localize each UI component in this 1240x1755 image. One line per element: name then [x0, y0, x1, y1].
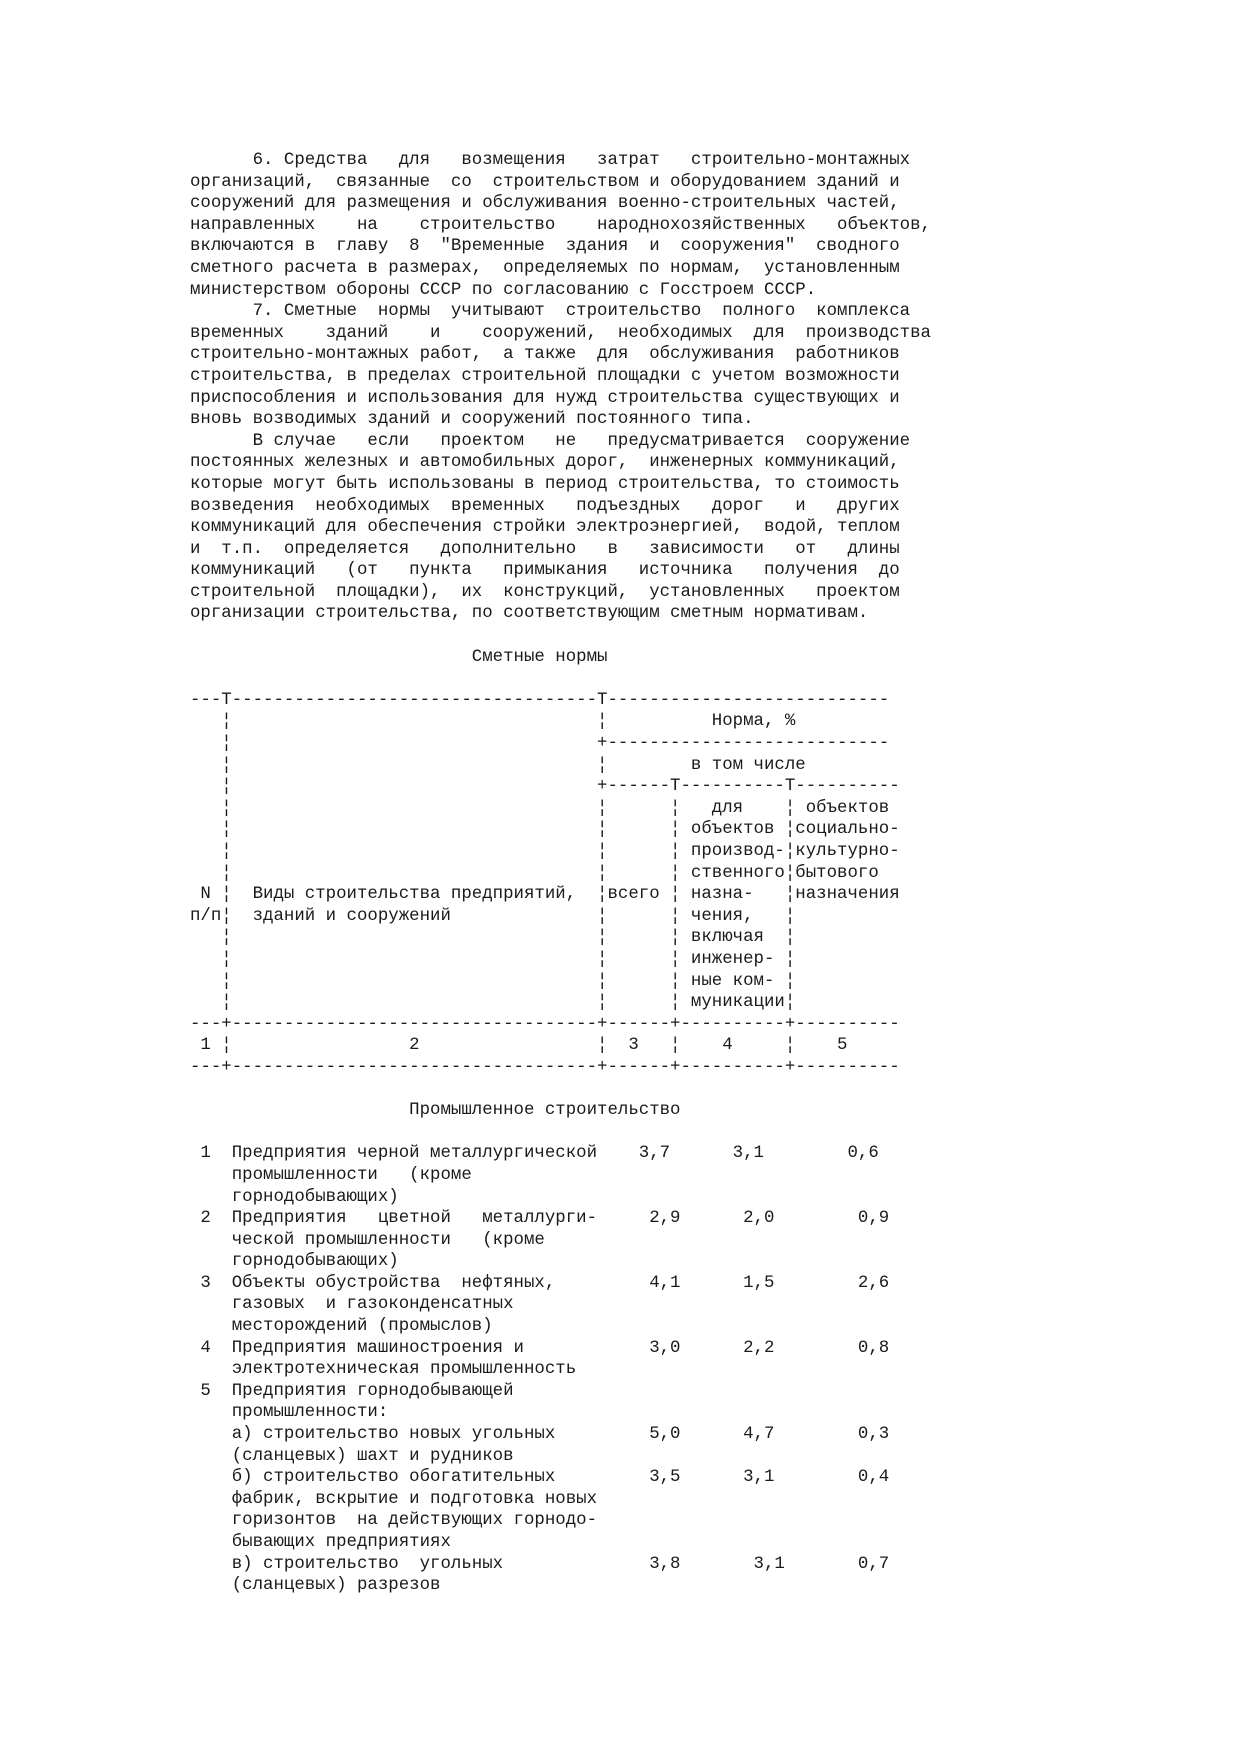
section-title: Промышленное строительство [190, 1101, 681, 1121]
paragraph-7: 7. Сметные нормы учитывают строительство полного комплекса временных зданий и сооружений, необходимых для производства строительно-монтажных работ, а также для обслуживания работников строительства, в пределах строительной площадки с учетом возможности приспособления и использования для нужд строительства существующих и вновь возводимых зданий и сооружений постоянного типа. [190, 302, 931, 430]
table-header: ---T-----------------------------------T--------------------------- ¦ ¦ Норма, % ¦ +--------------------------- ¦ ¦ в том числе ¦ +------T----------T---------- ¦ ¦ ¦ для ¦ объектов ¦ ¦ ¦ объектов ¦социально- ¦ ¦ ¦ производ-¦культурно- ¦ ¦ ¦ ственного¦бытового N ¦ Виды строительства предприятий, ¦всего ¦ назна- ¦назначения п/п¦ зданий и сооружений ¦ ¦ чения, ¦ ¦ ¦ ¦ включая ¦ ¦ ¦ ¦ инженер- ¦ ¦ ¦ ¦ ные ком- ¦ ¦ ¦ ¦ муникации¦ ---+-----------------------------------+------+----------+---------- 1 ¦ 2 ¦ 3 ¦ 4 ¦ 5 ---+-----------------------------------+------+----------+---------- [190, 690, 900, 1077]
paragraph-8: В случае если проектом не предусматривается сооружение постоянных железных и автомобильных дорог, инженерных коммуникаций, которые могут быть использованы в период строительства, то стоимость возведения необходимых временных подъездных дорог и других коммуникаций для обеспечения стройки электроэнергией, водой, теплом и т.п. определяется дополнительно в зависимости от длины коммуникаций (от пункта примыкания источника получения до строительной площадки), их конструкций, установленных проектом организации строительства, по соответствующим сметным нормативам. [190, 431, 911, 624]
document-page [190, 150, 990, 1597]
table-title: Сметные нормы [190, 647, 608, 667]
table-rows: 1 Предприятия черной металлургической 3,7 3,1 0,6 промышленности (кроме горнодобывающих) 2 Предприятия цветной металлурги- 2,9 2,0 0,9 ческой промышленности (кроме горнодобывающих) 3 Объекты обустройства нефтяных, 4,1 1,5 2,6 газовых и газоконденсатных месторождений (промыслов) 4 Предприятия машиностроения и 3,0 2,2 0,8 электротехническая промышленность 5 Предприятия горнодобывающей промышленности: а) строительство новых угольных 5,0 4,7 0,3 (сланцевых) шахт и рудников б) строительство обогатительных 3,5 3,1 0,4 фабрик, вскрытие и подготовка новых горизонтов на действующих горнодо- бывающих предприятиях в) строительство угольных 3,8 3,1 0,7 (сланцевых) разрезов [200, 1144, 890, 1596]
paragraph-6: 6. Средства для возмещения затрат строительно-монтажных организаций, связанные со строительством и оборудованием зданий и сооружений для размещения и обслуживания военно-строительных частей, направленных на строительство народнохозяйственных объектов, включаются в главу 8 "Временные здания и сооружения" сводного сметного расчета в размерах, определяемых по нормам, установленным министерством обороны СССР по согласованию с Госстроем СССР. [190, 151, 931, 300]
